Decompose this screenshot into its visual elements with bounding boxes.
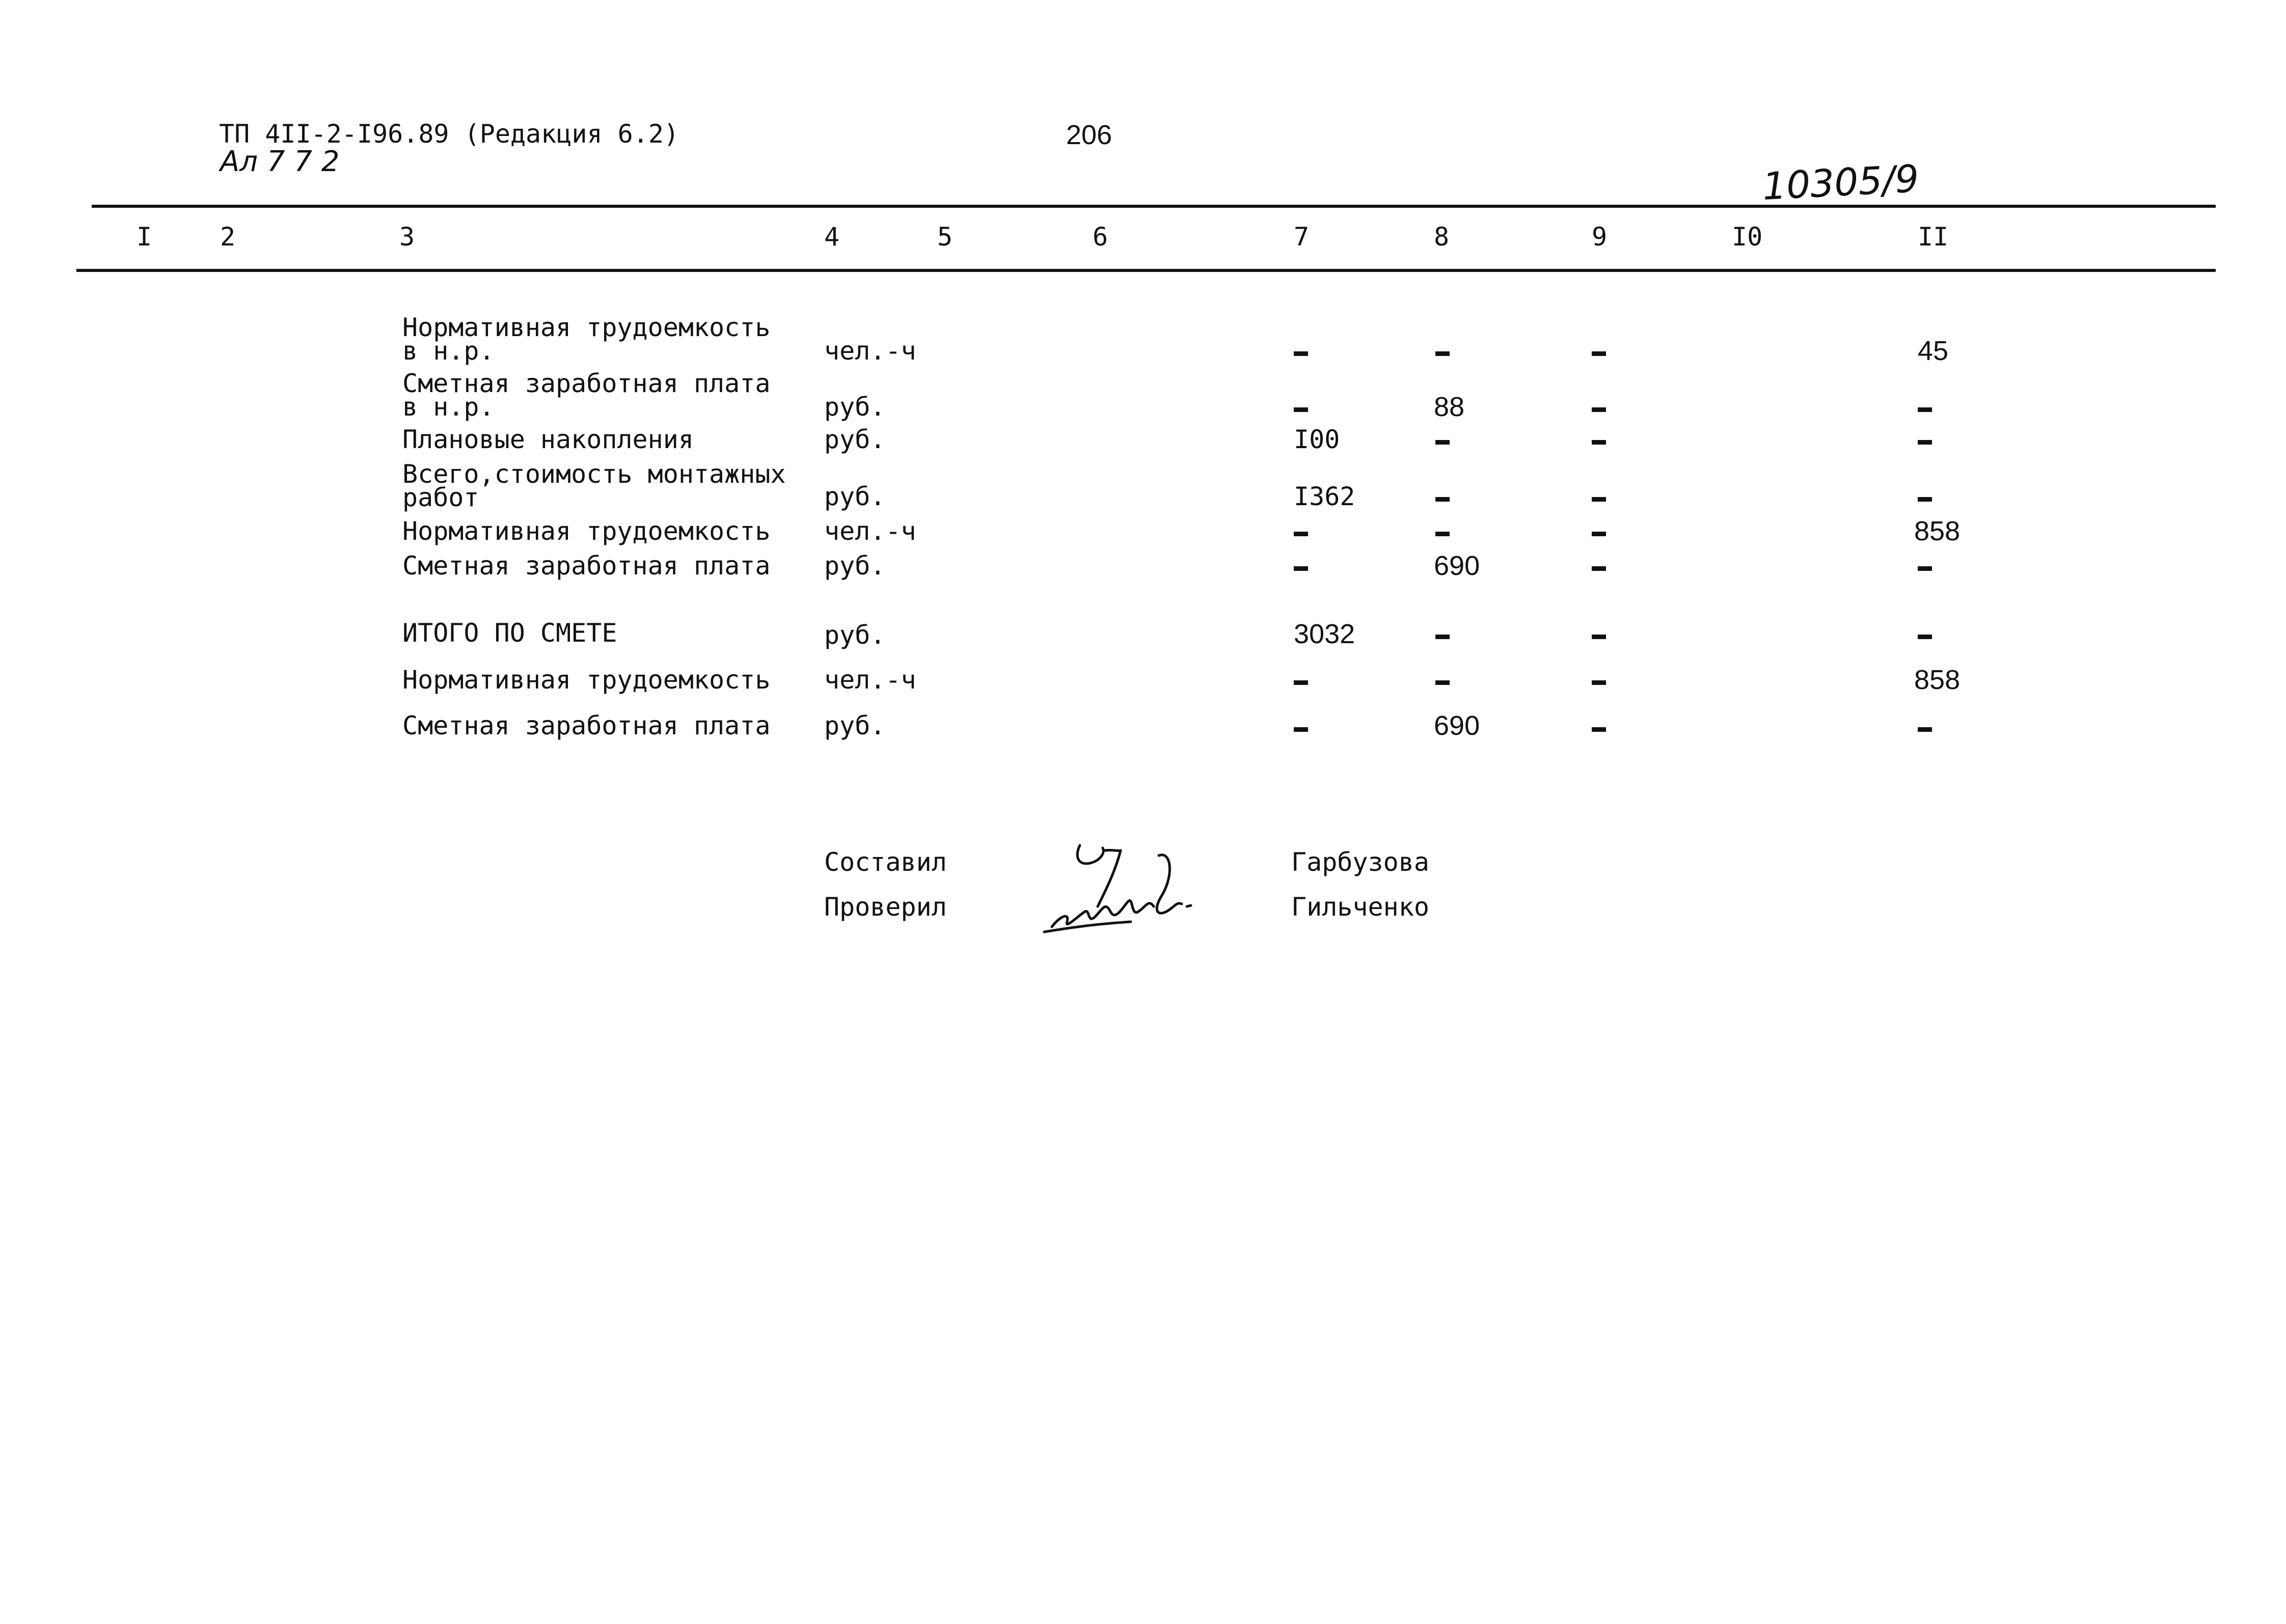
- row-label-line: Нормативная трудоемкость: [402, 313, 771, 342]
- signature-stroke: [1098, 850, 1121, 906]
- dash-mark: [1592, 680, 1606, 685]
- row-label: Нормативная трудоемкость: [402, 516, 771, 546]
- row-label: [402, 315, 770, 364]
- row-value-col7: I362: [1294, 482, 1355, 511]
- column-header: II: [1918, 222, 1949, 252]
- checked-label: Проверил: [824, 892, 947, 922]
- row-label-line: Сметная заработная плата: [402, 369, 771, 398]
- column-header: 7: [1294, 222, 1310, 252]
- dash-mark: [1294, 566, 1308, 571]
- dash-mark: [1435, 351, 1450, 356]
- signature-stroke: [1157, 855, 1182, 913]
- dash-mark: [1294, 351, 1308, 356]
- page-number: 206: [1066, 120, 1112, 150]
- column-header: I0: [1732, 222, 1763, 252]
- row-label-line: Всего,стоимость монтажных: [402, 459, 786, 489]
- row-value-col7: 3032: [1294, 619, 1355, 649]
- signature-stroke: [1044, 922, 1131, 932]
- dash-mark: [1592, 497, 1606, 502]
- dash-mark: [1918, 727, 1932, 732]
- dash-mark: [1918, 497, 1932, 502]
- signature-stroke: [1077, 845, 1103, 864]
- row-unit: руб.: [824, 392, 886, 422]
- header-top-rule: [92, 205, 2216, 208]
- dash-mark: [1435, 497, 1450, 502]
- album-reference: Ал 7 7 2: [220, 145, 340, 178]
- row-label: ИТОГО ПО СМЕТЕ: [402, 618, 617, 648]
- header-bottom-rule: [76, 269, 2216, 272]
- row-label-line: в н.р.: [402, 392, 495, 422]
- dash-mark: [1435, 635, 1450, 639]
- dash-mark: [1592, 532, 1606, 536]
- column-header: I: [137, 222, 152, 252]
- dash-mark: [1435, 532, 1450, 536]
- row-label-line: в н.р.: [402, 336, 495, 366]
- row-label: Сметная заработная плата: [402, 551, 771, 581]
- dash-mark: [1435, 680, 1450, 685]
- row-label: [402, 461, 786, 510]
- row-value-col7: I00: [1294, 425, 1340, 454]
- dash-mark: [1918, 566, 1932, 571]
- row-unit: чел.-ч: [824, 336, 916, 366]
- row-value-col11: 858: [1914, 665, 1961, 695]
- row-unit: руб.: [824, 711, 886, 740]
- dash-mark: [1592, 566, 1606, 571]
- row-unit: чел.-ч: [824, 516, 916, 546]
- dash-mark: [1592, 440, 1606, 445]
- row-value-col8: 690: [1434, 710, 1480, 741]
- dash-mark: [1592, 351, 1606, 356]
- checked-name: Гильченко: [1291, 892, 1429, 922]
- dash-mark: [1592, 407, 1606, 412]
- row-label: Сметная заработная плата: [402, 711, 771, 740]
- row-unit: руб.: [824, 551, 886, 581]
- row-unit: руб.: [824, 425, 886, 454]
- handwritten-signature: [1029, 835, 1212, 947]
- dash-mark: [1435, 440, 1450, 445]
- dash-mark: [1918, 440, 1932, 445]
- dash-mark: [1918, 407, 1932, 412]
- row-unit: руб.: [824, 620, 886, 650]
- dash-mark: [1918, 635, 1932, 639]
- row-value-col8: 88: [1434, 392, 1465, 422]
- row-label-line: работ: [402, 483, 479, 512]
- dash-mark: [1592, 635, 1606, 639]
- column-header: 8: [1434, 222, 1450, 252]
- column-header: 5: [937, 222, 953, 252]
- column-header: 6: [1093, 222, 1108, 252]
- signature-stroke: [1187, 905, 1191, 906]
- column-header: 3: [399, 222, 415, 252]
- row-label: Нормативная трудоемкость: [402, 665, 771, 695]
- sheet-code: 10305/9: [1761, 157, 1920, 209]
- compiled-name: Гарбузова: [1291, 847, 1429, 877]
- row-label: Плановые накопления: [402, 425, 694, 454]
- dash-mark: [1294, 407, 1308, 412]
- doc-reference: ТП 4II-2-I96.89 (Редакция 6.2): [219, 119, 679, 149]
- dash-mark: [1294, 680, 1308, 685]
- column-header: 4: [824, 222, 840, 252]
- row-value-col8: 690: [1434, 550, 1480, 581]
- compiled-label: Составил: [824, 847, 947, 877]
- row-unit: руб.: [824, 482, 886, 511]
- dash-mark: [1294, 532, 1308, 536]
- column-header: 2: [220, 222, 236, 252]
- row-label: [402, 371, 770, 420]
- dash-mark: [1592, 727, 1606, 732]
- row-value-col11: 45: [1918, 336, 1949, 366]
- dash-mark: [1294, 727, 1308, 732]
- row-value-col11: 858: [1914, 516, 1961, 546]
- column-header: 9: [1592, 222, 1608, 252]
- row-unit: чел.-ч: [824, 665, 916, 695]
